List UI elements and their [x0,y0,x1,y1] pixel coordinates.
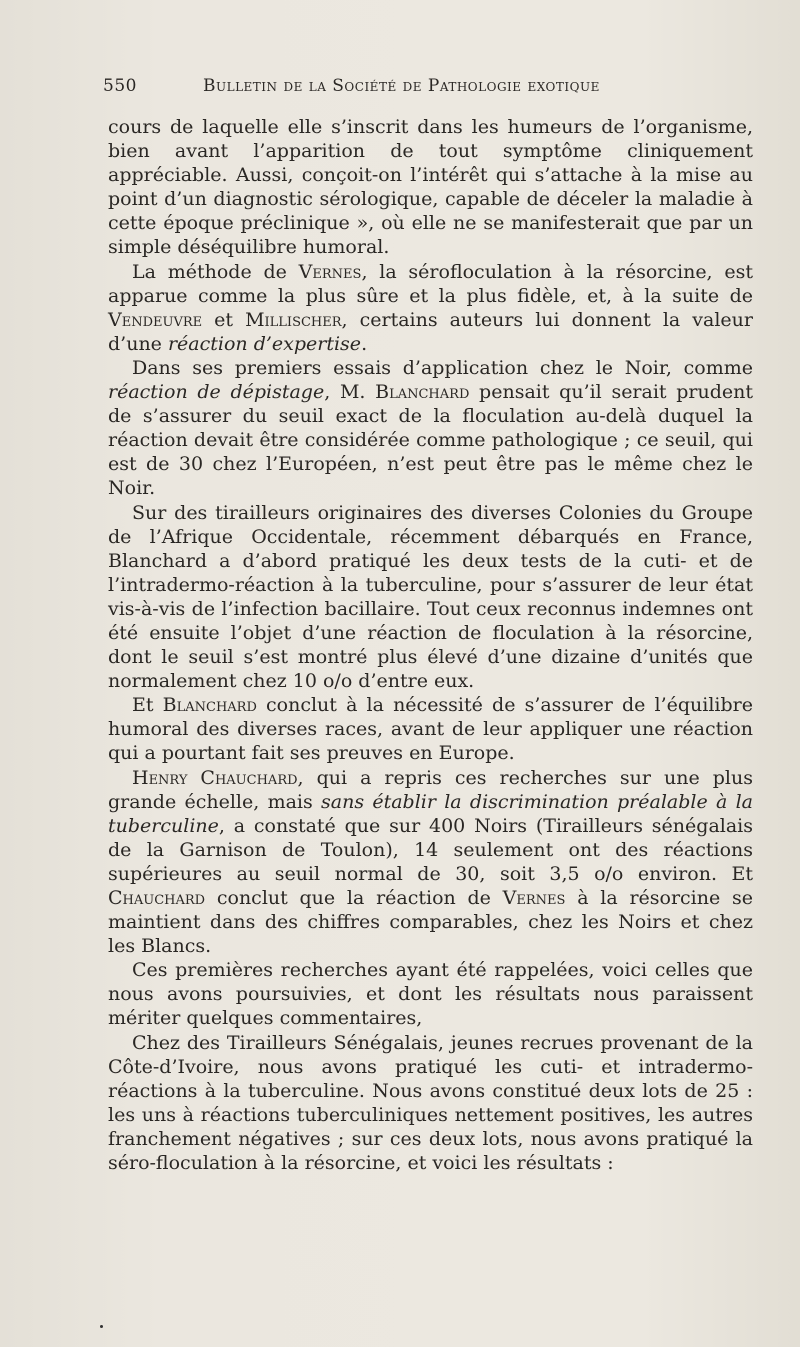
paragraph-7: Ces premières recherches ayant été rappelées, voici celles que nous avons poursuivies, et dont les résultats nous paraissent mériter quelques commentaires, [108,959,753,1030]
author-name: Vernes [298,260,362,283]
text-run: , certains auteurs lui donnent la valeur d’une [108,308,753,355]
page-number: 550 [103,76,137,96]
italic-term: réaction d’expertise [167,332,362,355]
text-run: , la sérofloculation à la résorcine, est apparue comme la plus sûre et la plus fidèle, et, à la suite de [108,260,754,307]
text-run: Et [132,694,163,717]
italic-term: réaction de dépistage [108,381,325,404]
author-name: Vernes [502,887,566,909]
paragraph-1: cours de laquelle elle s’inscrit dans les humeurs de l’organisme, bien avant l’apparition de tout symptôme cliniquement appréciable. Aussi, conçoit-on l’intérêt qui s’attache à la mise au point d’un diagnostic sérologique, capable de déceler la maladie à cette époque préclinique », où elle ne se manifesterait que par un simple déséquilibre humoral. [108,116,753,259]
paragraph-4: Sur des tirailleurs originaires des diverses Colonies du Groupe de l’Afrique Occidentale, récemment débarqués en France, Blanchard a d’abord pratiqué les deux tests de la cuti- et de l’intradermo-réaction à la tuberculine, pour s’assurer de leur état vis-à-vis de l’infection bacillaire. Tout ceux reconnus indemnes ont été ensuite l’objet d’une réaction de floculation à la résorcine, dont le seuil s’est montré plus élevé d’une dizaine d’unités que normalement chez 10 o/o d’entre eux. [108,501,753,693]
text-run: pensait qu’il serait prudent de s’assurer du seuil exact de la floculation au-delà duquel la réaction devait être considérée comme pathologique ; ce seuil, qui est de 30 chez l’Européen, n’est peut être pas le même chez le Noir. [108,381,753,500]
text-run: et [202,308,246,331]
text-run: à la résorcine se maintient dans des chiffres comparables, chez les Noirs et chez les Blancs. [108,887,753,958]
text-run: La méthode de [132,260,299,283]
text-run: conclut à la nécessité de s’assurer de l’équilibre humoral des diverses races, avant de leur appliquer une réaction qui a pourtant fait ses preuves en Europe. [108,694,753,765]
paragraph-3 [108,356,753,501]
author-name: Chauchard [108,887,206,909]
running-title: Bulletin de la Société de Pathologie exotique [203,76,600,96]
text-run: . [361,332,368,355]
paragraph-5 [108,693,753,765]
author-name: Vendeuvre [108,308,203,331]
author-name: Henry Chauchard [132,766,298,789]
text-run: , M. [324,381,376,404]
text-run: , a constaté que sur 400 Noirs (Tirailleurs sénégalais de la Garnison de Toulon), 14 seulement ont des réactions supérieures au seuil normal de 30, soit 3,5 o/o environ. Et [108,814,753,885]
running-header [103,76,703,100]
author-name: Blanchard [162,694,257,717]
paragraph-2 [108,260,753,356]
text-run: , qui a repris ces recherches sur une plus grande échelle, mais [108,766,753,813]
paragraph-8: Chez des Tirailleurs Sénégalais, jeunes recrues provenant de la Côte-d’Ivoire, nous avons pratiqué les cuti- et intradermo-réactions à la tuberculine. Nous avons constitué deux lots de 25 : les uns à réactions tuberculiniques nettement positives, les autres franchement négatives ; sur ces deux lots, nous avons pratiqué la séro-floculation à la résorcine, et voici les résultats : [108,1031,753,1175]
paragraph-6 [108,766,753,959]
author-name: Millischer [245,308,342,331]
ink-speck [100,1325,103,1328]
text-run: Dans ses premiers essais d’application chez le Noir, comme [132,356,753,379]
body-text [108,115,753,1175]
text-run: conclut que la réaction de [205,887,503,909]
author-name: Blanchard [375,381,470,404]
italic-term: sans établir la discrimination préalable à la tuberculine [108,790,753,837]
